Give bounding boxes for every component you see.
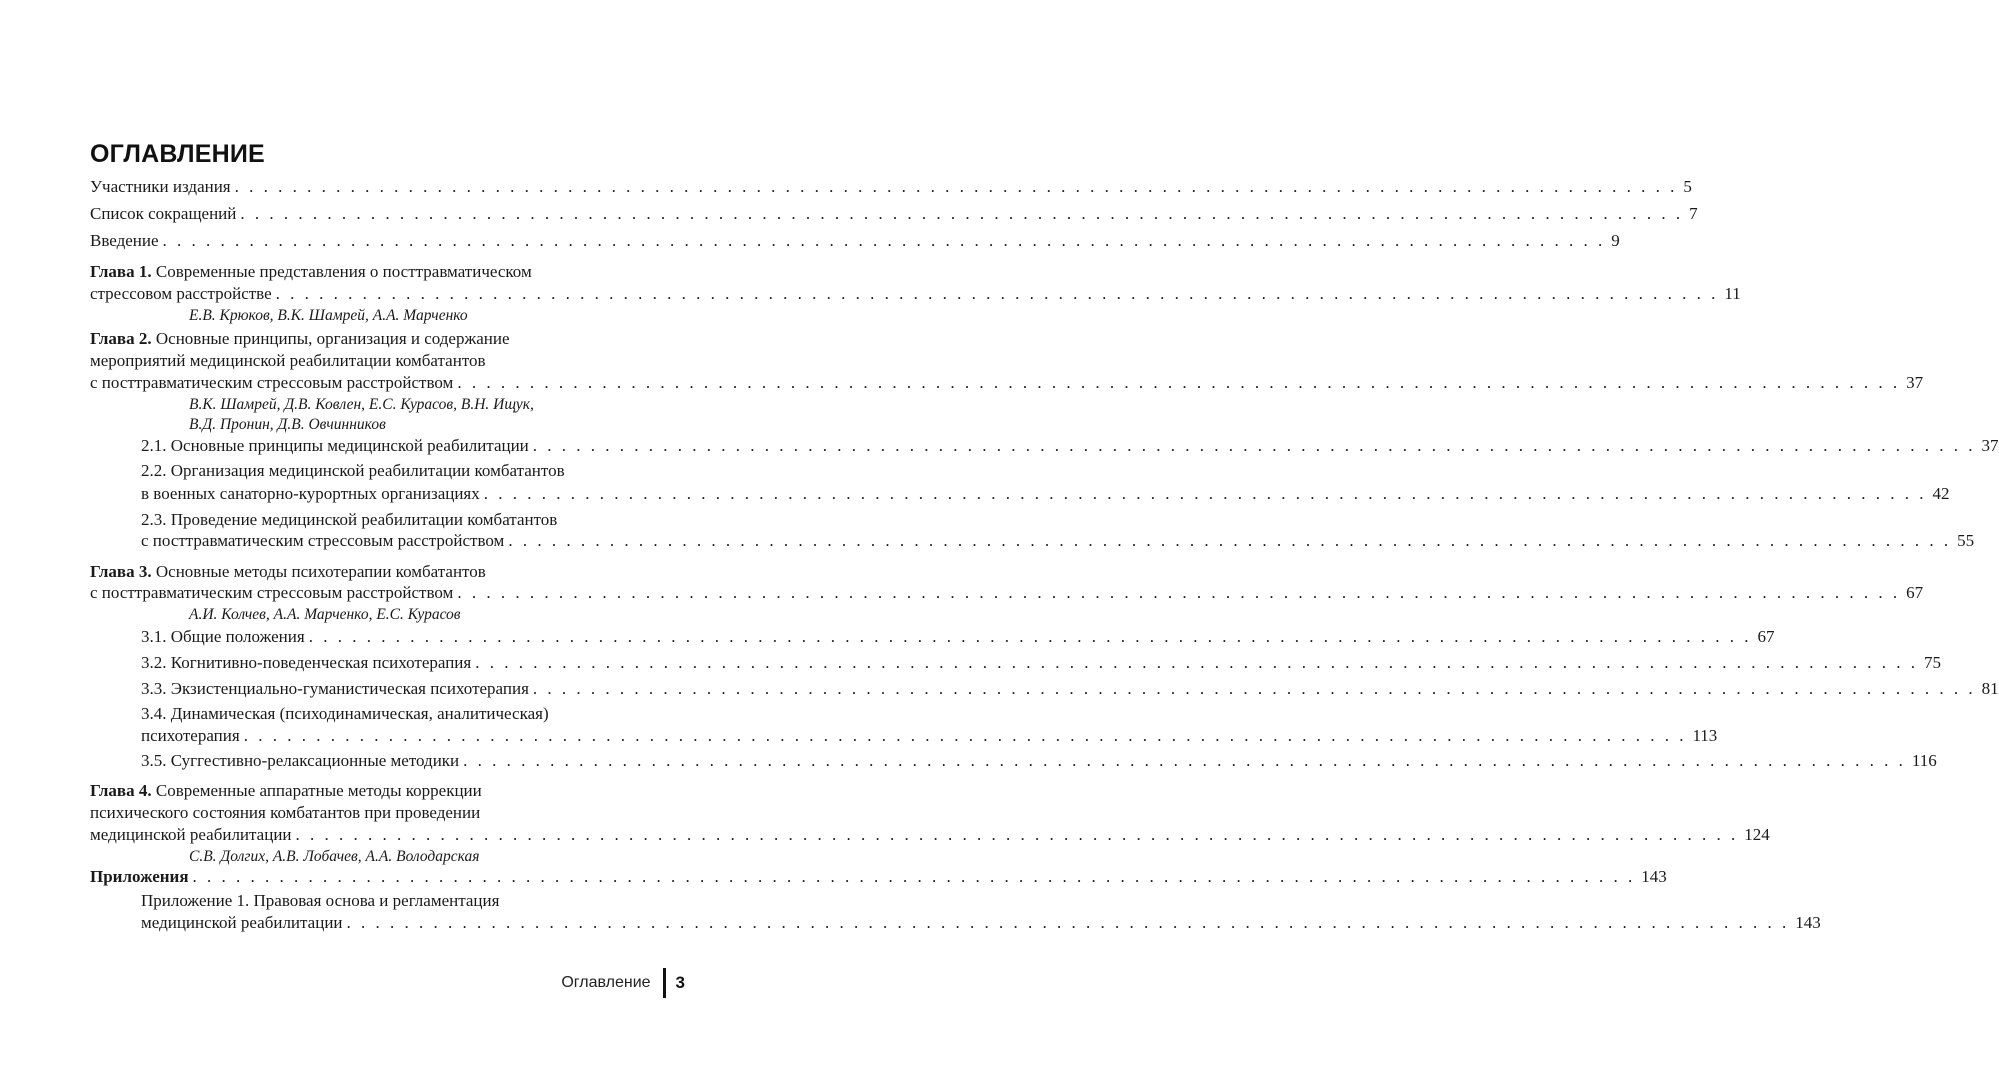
toc-page-number: 7 bbox=[1689, 204, 1698, 223]
chapter-2-authors-line-1: В.К. Шамрей, Д.В. Ковлен, Е.С. Курасов, В.Н. Ищук, bbox=[189, 396, 534, 413]
toc-entry-contributors[interactable] bbox=[90, 176, 1692, 198]
chapter-title-line: Основные методы психотерапии комбатантов bbox=[151, 562, 486, 581]
leader-dots: . . . . . . . . . . . . . . . . . . . . . . . . . . . . . . . . . . . . . . . . . . . . . . . . . . . . . . . . . . . . . . . . . . . . . . . . . . . . . . . . . . . . . . . . . . . . . . . . . . . . bbox=[240, 204, 1684, 223]
section-title: 3.2. Когнитивно-поведенческая психотерапия bbox=[141, 653, 472, 672]
toc-section-2-3-line-1: 2.3. Проведение медицинской реабилитации комбатантов bbox=[141, 510, 558, 529]
leader-dots: . . . . . . . . . . . . . . . . . . . . . . . . . . . . . . . . . . . . . . . . . . . . . . . . . . . . . . . . . . . . . . . . . . . . . . . . . . . . . . . . . . . . . . . . . . . . . . . . . . . . bbox=[457, 373, 1901, 392]
chapter-3-authors: А.И. Колчев, А.А. Марченко, Е.С. Курасов bbox=[189, 606, 461, 623]
leader-dots: . . . . . . . . . . . . . . . . . . . . . . . . . . . . . . . . . . . . . . . . . . . . . . . . . . . . . . . . . . . . . . . . . . . . . . . . . . . . . . . . . . . . . . . . . . . . . . . . . . . . bbox=[275, 284, 1719, 303]
section-title: в военных санаторно-курортных организациях bbox=[141, 484, 480, 503]
section-title: медицинской реабилитации bbox=[141, 913, 343, 932]
chapter-title-line: Современные представления о посттравматическом bbox=[151, 262, 532, 281]
toc-chapter-3-tail[interactable] bbox=[90, 582, 1924, 604]
chapter-title-line: Современные аппаратные методы коррекции bbox=[151, 781, 482, 800]
toc-page-number: 37 bbox=[1981, 436, 1999, 455]
section-title: 3.5. Суггестивно-релаксационные методики bbox=[141, 751, 460, 770]
page-footer bbox=[561, 968, 685, 998]
toc-page-number: 124 bbox=[1744, 825, 1770, 844]
toc-chapter-2-tail[interactable] bbox=[90, 372, 1924, 394]
toc-page-number: 75 bbox=[1923, 653, 1941, 672]
toc-entry-abbreviations[interactable] bbox=[90, 203, 1698, 225]
chapter-2-authors-line-2: В.Д. Пронин, Д.В. Овчинников bbox=[189, 416, 386, 433]
toc-section-2-2[interactable] bbox=[141, 483, 1950, 505]
toc-page-number: 67 bbox=[1757, 627, 1775, 646]
toc-section-3-4-line-1: 3.4. Динамическая (психодинамическая, аналитическая) bbox=[141, 704, 549, 723]
toc-entry-title: Список сокращений bbox=[90, 204, 237, 223]
leader-dots: . . . . . . . . . . . . . . . . . . . . . . . . . . . . . . . . . . . . . . . . . . . . . . . . . . . . . . . . . . . . . . . . . . . . . . . . . . . . . . . . . . . . . . . . . . . . . . . . . . . . bbox=[346, 913, 1790, 932]
leader-dots: . . . . . . . . . . . . . . . . . . . . . . . . . . . . . . . . . . . . . . . . . . . . . . . . . . . . . . . . . . . . . . . . . . . . . . . . . . . . . . . . . . . . . . . . . . . . . . . . . . . . bbox=[457, 583, 1901, 602]
toc-section-3-1[interactable] bbox=[141, 626, 1775, 648]
toc-entry-appendices[interactable] bbox=[90, 866, 1667, 888]
leader-dots: . . . . . . . . . . . . . . . . . . . . . . . . . . . . . . . . . . . . . . . . . . . . . . . . . . . . . . . . . . . . . . . . . . . . . . . . . . . . . . . . . . . . . . . . . . . . . . . . . . . . bbox=[162, 231, 1606, 250]
toc-page-number: 42 bbox=[1932, 484, 1950, 503]
toc-section-3-4[interactable] bbox=[141, 725, 1718, 747]
chapter-label: Глава 3. bbox=[90, 562, 152, 581]
toc-section-2-3[interactable] bbox=[141, 530, 1975, 552]
chapter-title-line: с посттравматическим стрессовым расстройством bbox=[90, 373, 454, 392]
toc-entry-title: Участники издания bbox=[90, 177, 231, 196]
toc-chapter-3-heading[interactable] bbox=[90, 561, 486, 583]
leader-dots: . . . . . . . . . . . . . . . . . . . . . . . . . . . . . . . . . . . . . . . . . . . . . . . . . . . . . . . . . . . . . . . . . . . . . . . . . . . . . . . . . . . . . . . . . . . . . . . . . . . . bbox=[463, 751, 1906, 770]
chapter-4-authors: С.В. Долгих, А.В. Лобачев, А.А. Володарская bbox=[189, 848, 480, 865]
section-title: психотерапия bbox=[141, 726, 240, 745]
toc-page-number: 113 bbox=[1692, 726, 1718, 745]
toc-chapter-2-heading[interactable] bbox=[90, 328, 510, 350]
toc-section-3-2[interactable] bbox=[141, 652, 1941, 674]
chapter-title-line: стрессовом расстройстве bbox=[90, 284, 272, 303]
chapter-title-line: Основные принципы, организация и содержание bbox=[151, 329, 510, 348]
toc-page-number: 55 bbox=[1957, 531, 1975, 550]
leader-dots: . . . . . . . . . . . . . . . . . . . . . . . . . . . . . . . . . . . . . . . . . . . . . . . . . . . . . . . . . . . . . . . . . . . . . . . . . . . . . . . . . . . . . . . . . . . . . . . . . . . . bbox=[308, 627, 1752, 646]
toc-entry-introduction[interactable] bbox=[90, 230, 1620, 252]
toc-page-number: 116 bbox=[1911, 751, 1937, 770]
toc-page-number: 11 bbox=[1724, 284, 1741, 303]
toc-section-3-5[interactable] bbox=[141, 750, 1937, 772]
toc-chapter-4-heading[interactable] bbox=[90, 780, 482, 802]
section-title: 2.1. Основные принципы медицинской реабилитации bbox=[141, 436, 529, 455]
running-header-label: Оглавление bbox=[561, 974, 651, 991]
toc-chapter-4-tail[interactable] bbox=[90, 824, 1770, 846]
chapter-2-title-line-2: мероприятий медицинской реабилитации комбатантов bbox=[90, 351, 486, 370]
leader-dots: . . . . . . . . . . . . . . . . . . . . . . . . . . . . . . . . . . . . . . . . . . . . . . . . . . . . . . . . . . . . . . . . . . . . . . . . . . . . . . . . . . . . . . . . . . . . . . . . . . . . bbox=[243, 726, 1687, 745]
chapter-title-line: медицинской реабилитации bbox=[90, 825, 292, 844]
toc-page-number: 143 bbox=[1795, 913, 1821, 932]
toc-section-2-2-line-1: 2.2. Организация медицинской реабилитации комбатантов bbox=[141, 461, 565, 480]
toc-page-number: 37 bbox=[1906, 373, 1924, 392]
chapter-1-authors: Е.В. Крюков, В.К. Шамрей, А.А. Марченко bbox=[189, 307, 468, 324]
toc-chapter-1-heading[interactable] bbox=[90, 261, 532, 283]
page-number: 3 bbox=[675, 973, 685, 992]
toc-appendix-1-line-1: Приложение 1. Правовая основа и регламентация bbox=[141, 891, 500, 910]
section-title: 3.3. Экзистенциально-гуманистическая психотерапия bbox=[141, 679, 529, 698]
page-title: ОГЛАВЛЕНИЕ bbox=[90, 140, 265, 168]
toc-entry-title: Введение bbox=[90, 231, 159, 250]
leader-dots: . . . . . . . . . . . . . . . . . . . . . . . . . . . . . . . . . . . . . . . . . . . . . . . . . . . . . . . . . . . . . . . . . . . . . . . . . . . . . . . . . . . . . . . . . . . . . . . . . . . . bbox=[483, 484, 1927, 503]
chapter-label: Глава 1. bbox=[90, 262, 152, 281]
leader-dots: . . . . . . . . . . . . . . . . . . . . . . . . . . . . . . . . . . . . . . . . . . . . . . . . . . . . . . . . . . . . . . . . . . . . . . . . . . . . . . . . . . . . . . . . . . . . . . . . . . . . bbox=[532, 679, 1976, 698]
toc-page-number: 67 bbox=[1906, 583, 1924, 602]
toc-entry-title: Приложения bbox=[90, 867, 189, 886]
toc-appendix-1[interactable] bbox=[141, 912, 1821, 934]
section-title: 3.1. Общие положения bbox=[141, 627, 305, 646]
leader-dots: . . . . . . . . . . . . . . . . . . . . . . . . . . . . . . . . . . . . . . . . . . . . . . . . . . . . . . . . . . . . . . . . . . . . . . . . . . . . . . . . . . . . . . . . . . . . . . . . . . . . bbox=[475, 653, 1918, 672]
chapter-label: Глава 2. bbox=[90, 329, 152, 348]
leader-dots: . . . . . . . . . . . . . . . . . . . . . . . . . . . . . . . . . . . . . . . . . . . . . . . . . . . . . . . . . . . . . . . . . . . . . . . . . . . . . . . . . . . . . . . . . . . . . . . . . . . . bbox=[508, 531, 1952, 550]
chapter-title-line: с посттравматическим стрессовым расстройством bbox=[90, 583, 454, 602]
toc-page-number: 81 bbox=[1981, 679, 1999, 698]
footer-divider bbox=[663, 968, 666, 998]
toc-section-2-1[interactable] bbox=[141, 435, 1999, 457]
toc-page-number: 143 bbox=[1641, 867, 1667, 886]
toc-section-3-3[interactable] bbox=[141, 678, 1999, 700]
leader-dots: . . . . . . . . . . . . . . . . . . . . . . . . . . . . . . . . . . . . . . . . . . . . . . . . . . . . . . . . . . . . . . . . . . . . . . . . . . . . . . . . . . . . . . . . . . . . . . . . . . . . bbox=[295, 825, 1739, 844]
toc-page-number: 9 bbox=[1611, 231, 1620, 250]
leader-dots: . . . . . . . . . . . . . . . . . . . . . . . . . . . . . . . . . . . . . . . . . . . . . . . . . . . . . . . . . . . . . . . . . . . . . . . . . . . . . . . . . . . . . . . . . . . . . . . . . . . . bbox=[532, 436, 1976, 455]
toc-chapter-1-tail[interactable] bbox=[90, 283, 1741, 305]
leader-dots: . . . . . . . . . . . . . . . . . . . . . . . . . . . . . . . . . . . . . . . . . . . . . . . . . . . . . . . . . . . . . . . . . . . . . . . . . . . . . . . . . . . . . . . . . . . . . . . . . . . . bbox=[234, 177, 1678, 196]
leader-dots: . . . . . . . . . . . . . . . . . . . . . . . . . . . . . . . . . . . . . . . . . . . . . . . . . . . . . . . . . . . . . . . . . . . . . . . . . . . . . . . . . . . . . . . . . . . . . . . . . . . . bbox=[192, 867, 1636, 886]
chapter-4-title-line-2: психического состояния комбатантов при проведении bbox=[90, 803, 481, 822]
section-title: с посттравматическим стрессовым расстройством bbox=[141, 531, 505, 550]
chapter-label: Глава 4. bbox=[90, 781, 152, 800]
toc-page-number: 5 bbox=[1683, 177, 1692, 196]
